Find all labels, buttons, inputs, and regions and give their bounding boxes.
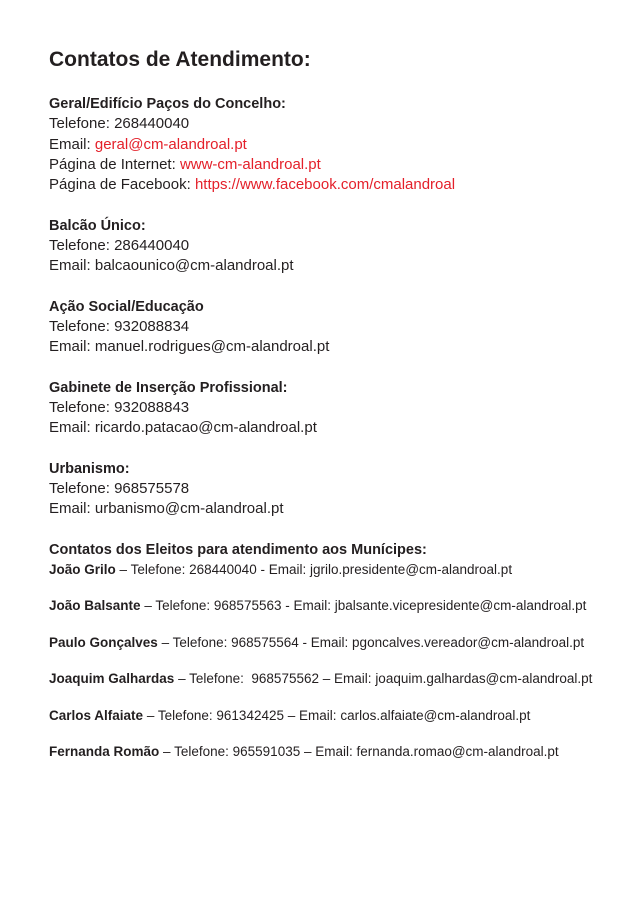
facebook-link[interactable]: https://www.facebook.com/cmalandroal — [194, 176, 456, 193]
separator: – — [163, 743, 171, 759]
official-contact-line — [49, 706, 639, 726]
phone-number: 286440040 — [114, 236, 190, 254]
email-link[interactable]: geral@cm-alandroal.pt — [94, 135, 247, 153]
email-label: Email: — [49, 419, 91, 436]
section-heading: Ação Social/Educação — [49, 298, 204, 315]
phone-number: 965591035 — [232, 743, 301, 759]
section-heading: Contatos dos Eleitos para atendimento aos Munícipes: — [49, 541, 427, 558]
phone-number: 961342425 — [216, 707, 284, 723]
official-name: Fernanda Romão — [49, 743, 160, 759]
phone-number: 268440040 — [189, 561, 257, 577]
separator: – — [303, 743, 312, 759]
phone-label: Telefone: — [172, 634, 228, 650]
phone-number: 268440040 — [114, 115, 190, 133]
phone-label: Telefone: — [130, 561, 186, 577]
email-address: ricardo.patacao@cm-alandroal.pt — [94, 419, 317, 436]
official-name: João Balsante — [49, 598, 141, 614]
phone-number: 968575578 — [114, 479, 190, 497]
phone-number: 968575564 — [231, 634, 299, 650]
separator: – — [146, 707, 155, 723]
official-contact-line — [49, 596, 639, 616]
phone-label: Telefone: — [155, 598, 211, 614]
email-address: jbalsante.vicepresidente@cm-alandroal.pt — [334, 598, 587, 614]
section-heading: Geral/Edifício Paços do Concelho: — [49, 96, 286, 112]
section-heading: Urbanismo: — [49, 460, 130, 477]
email-address: manuel.rodrigues@cm-alandroal.pt — [94, 338, 330, 355]
separator: – — [178, 671, 186, 687]
email-label: Email: — [49, 257, 91, 274]
email-address: balcaounico@cm-alandroal.pt — [94, 257, 294, 274]
email-address: jgrilo.presidente@cm-alandroal.pt — [310, 561, 513, 577]
phone-line — [49, 479, 639, 499]
phone-line — [49, 114, 639, 134]
contact-section-acao-social — [49, 297, 639, 358]
email-line — [49, 337, 639, 357]
email-line — [49, 418, 639, 438]
email-address: carlos.alfaiate@cm-alandroal.pt — [340, 707, 531, 723]
separator: - — [302, 634, 307, 650]
official-name: Joaquim Galhardas — [49, 671, 175, 687]
phone-label: Telefone: — [49, 479, 110, 497]
contact-section-urbanismo — [49, 459, 639, 520]
email-line — [49, 499, 639, 519]
website-label: Página de Internet: — [49, 155, 176, 173]
official-contact-line — [49, 560, 639, 580]
section-heading: Balcão Único: — [49, 217, 146, 234]
facebook-line — [49, 175, 639, 195]
separator: - — [260, 561, 265, 577]
email-label: Email: — [49, 135, 91, 153]
phone-number: 968575562 — [251, 671, 319, 687]
email-label: Email: — [49, 500, 91, 517]
phone-label: Telefone: — [49, 398, 110, 416]
phone-label: Telefone: — [157, 707, 213, 723]
email-address: urbanismo@cm-alandroal.pt — [94, 500, 284, 517]
email-address: joaquim.galhardas@cm-alandroal.pt — [375, 671, 593, 687]
email-label: Email: — [293, 598, 332, 614]
email-line — [49, 256, 639, 276]
website-line — [49, 155, 639, 175]
phone-line — [49, 317, 639, 337]
website-link[interactable]: www-cm-alandroal.pt — [179, 155, 321, 173]
phone-number: 932088843 — [114, 398, 190, 416]
separator: – — [287, 707, 296, 723]
phone-number: 932088834 — [114, 317, 190, 335]
separator: – — [119, 561, 128, 577]
official-name: Carlos Alfaiate — [49, 707, 144, 723]
phone-number: 968575563 — [213, 598, 282, 614]
phone-line — [49, 398, 639, 418]
contact-section-balcao-unico — [49, 216, 639, 277]
separator: – — [144, 598, 152, 614]
email-label: Email: — [299, 707, 337, 723]
official-name: João Grilo — [49, 561, 116, 577]
phone-label: Telefone: — [49, 317, 110, 335]
page-title: Contatos de Atendimento: — [49, 48, 311, 71]
section-heading: Gabinete de Inserção Profissional: — [49, 379, 288, 396]
email-line — [49, 135, 639, 155]
phone-label: Telefone: — [174, 743, 229, 759]
official-contact-line — [49, 633, 639, 653]
elected-officials-section — [49, 540, 639, 763]
separator: – — [161, 634, 170, 650]
contact-section-gabinete-insercao — [49, 378, 639, 439]
email-label: Email: — [268, 561, 307, 577]
official-name: Paulo Gonçalves — [49, 634, 158, 650]
contact-section-geral — [49, 94, 639, 195]
email-address: fernanda.romao@cm-alandroal.pt — [356, 743, 559, 759]
email-label: Email: — [334, 671, 372, 687]
separator: – — [322, 671, 331, 687]
phone-label: Telefone: — [189, 671, 248, 687]
email-label: Email: — [315, 743, 353, 759]
separator: - — [285, 598, 290, 614]
official-contact-line — [49, 669, 639, 689]
email-address: pgoncalves.vereador@cm-alandroal.pt — [352, 634, 585, 650]
email-label: Email: — [49, 338, 91, 355]
phone-line — [49, 236, 639, 256]
official-contact-line — [49, 742, 639, 762]
phone-label: Telefone: — [49, 115, 110, 133]
phone-label: Telefone: — [49, 236, 110, 254]
facebook-label: Página de Facebook: — [49, 176, 191, 193]
email-label: Email: — [310, 634, 349, 650]
